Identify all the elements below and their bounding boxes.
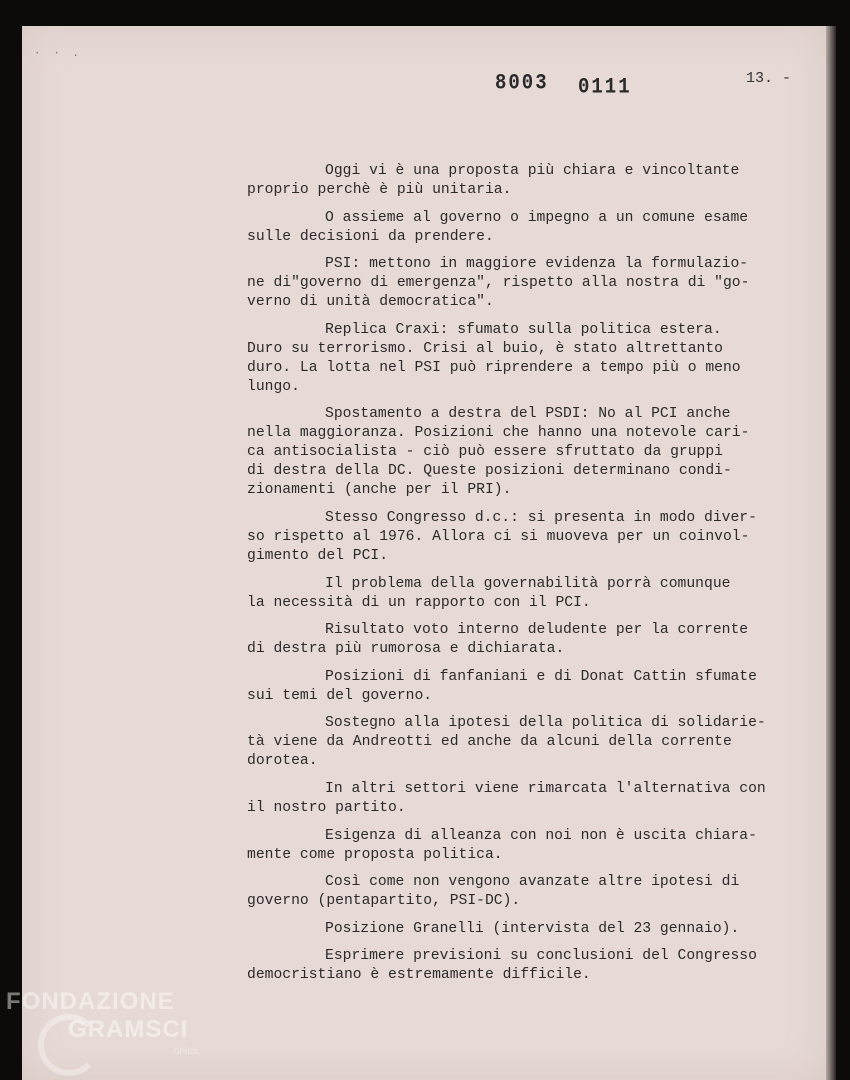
paragraph — [247, 714, 817, 771]
archive-number-b: 0111 — [578, 74, 632, 100]
paragraph — [247, 873, 817, 911]
text-line: PSI: mettono in maggiore evidenza la formulazio- — [325, 256, 749, 273]
text-line: ca antisocialista - ciò può essere sfruttato da gruppi — [247, 444, 723, 461]
paragraph — [247, 255, 817, 312]
paragraph — [247, 162, 817, 200]
text-line: verno di unità democratica". — [247, 294, 494, 311]
paragraph — [247, 780, 817, 818]
text-line: lungo. — [247, 378, 300, 395]
text-line: Stesso Congresso d.c.: si presenta in modo diver- — [325, 509, 757, 526]
paragraph — [247, 668, 817, 706]
text-line: ne di"governo di emergenza", rispetto alla nostra di "go- — [247, 275, 750, 292]
paragraph — [247, 947, 817, 985]
text-line: zionamenti (anche per il PRI). — [247, 482, 512, 499]
text-line: Duro su terrorismo. Crisi al buio, è stato altrettanto — [247, 340, 723, 357]
stamp-dots: · · . — [34, 48, 83, 60]
text-line: tà viene da Andreotti ed anche da alcuni della corrente — [247, 734, 732, 751]
text-line: sui temi del governo. — [247, 687, 433, 704]
text-line: di destra più rumorosa e dichiarata. — [247, 641, 565, 658]
text-line: proprio perchè è più unitaria. — [247, 182, 512, 198]
typed-body-text — [247, 162, 817, 994]
paragraph — [247, 920, 817, 939]
page-number: 13. - — [746, 70, 792, 87]
text-line: duro. La lotta nel PSI può riprendere a tempo più o meno — [247, 359, 741, 376]
text-line: In altri settori viene rimarcata l'alternativa con — [325, 780, 766, 797]
archive-number-a: 8003 — [495, 70, 549, 96]
text-line: Posizioni di fanfaniani e di Donat Cattin sfumate — [325, 668, 757, 685]
paragraph — [247, 321, 817, 397]
text-line: Posizione Granelli (intervista del 23 gennaio). — [325, 920, 740, 937]
text-line: Replica Craxi: sfumato sulla politica estera. — [325, 321, 722, 338]
text-line: il nostro partito. — [247, 799, 406, 816]
text-line: so rispetto al 1976. Allora ci si muoveva per un coinvol- — [247, 528, 750, 545]
text-line: Così come non vengono avanzate altre ipotesi di — [325, 874, 740, 891]
watermark-line-2: GRAMSCI — [68, 1016, 189, 1043]
page-edge — [826, 26, 836, 1080]
text-line: di destra della DC. Queste posizioni determinano condi- — [247, 463, 732, 480]
paragraph — [247, 827, 817, 865]
text-line: la necessità di un rapporto con il PCI. — [247, 594, 591, 611]
text-line: nella maggioranza. Posizioni che hanno una notevole cari- — [247, 425, 750, 442]
paragraph — [247, 209, 817, 247]
text-line: Oggi vi è una proposta più chiara e vincoltante — [325, 163, 740, 179]
text-line: Risultato voto interno deludente per la corrente — [325, 622, 749, 639]
paragraph — [247, 575, 817, 613]
text-line: Esigenza di alleanza con noi non è uscita chiara- — [325, 827, 757, 844]
text-line: O assieme al governo o impegno a un comune esame — [325, 209, 749, 226]
text-line: sulle decisioni da prendere. — [247, 228, 494, 245]
text-line: democristiano è estremamente difficile. — [247, 967, 591, 984]
watermark-line-3: onlus — [174, 1046, 198, 1057]
text-line: Sostegno alla ipotesi della politica di solidarie- — [325, 715, 766, 732]
text-line: dorotea. — [247, 753, 318, 770]
text-line: governo (pentapartito, PSI-DC). — [247, 893, 521, 910]
paragraph — [247, 405, 817, 500]
text-line: Spostamento a destra del PSDI: No al PCI anche — [325, 406, 731, 423]
watermark-line-1: FONDAZIONE — [6, 988, 175, 1015]
text-line: mente come proposta politica. — [247, 846, 503, 863]
paragraph — [247, 509, 817, 566]
paragraph — [247, 621, 817, 659]
text-line: Il problema della governabilità porrà comunque — [325, 575, 731, 592]
text-line: gimento del PCI. — [247, 547, 389, 564]
text-line: Esprimere previsioni su conclusioni del Congresso — [325, 948, 757, 965]
